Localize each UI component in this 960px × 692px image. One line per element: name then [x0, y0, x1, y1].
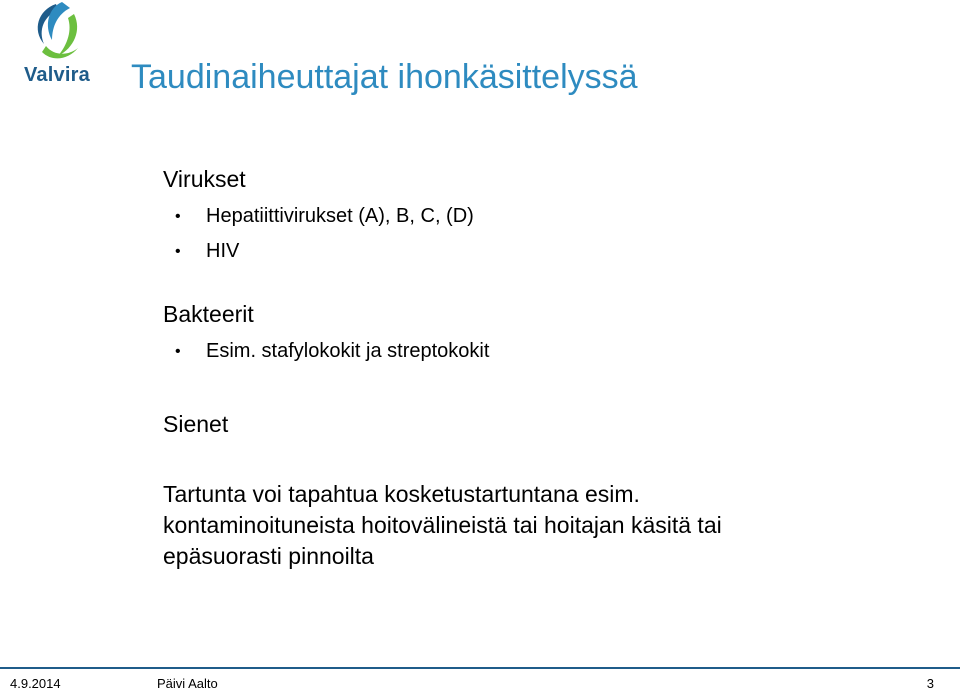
- list-item: [163, 199, 923, 234]
- bullet-icon: •: [175, 243, 181, 260]
- footer-date: 4.9.2014: [10, 676, 61, 691]
- list-item-text: Hepatiittivirukset (A), B, C, (D): [206, 205, 474, 227]
- logo-text: Valvira: [24, 64, 90, 86]
- list-item: [163, 334, 923, 369]
- bullet-list: [163, 199, 923, 269]
- list-item-text: Esim. stafylokokit ja streptokokit: [206, 340, 490, 362]
- footer-divider: [0, 667, 960, 669]
- slide-body: [163, 164, 923, 572]
- list-item: [163, 234, 923, 269]
- logo-swirl-icon: [18, 0, 98, 68]
- footer-author: Päivi Aalto: [157, 676, 218, 691]
- section-heading: Sienet: [163, 411, 229, 437]
- section-sienet: [163, 409, 923, 439]
- section-heading: Virukset: [163, 166, 246, 192]
- slide-title: Taudinaiheuttajat ihonkäsittelyssä: [131, 58, 638, 96]
- bullet-icon: •: [175, 343, 181, 360]
- section-virukset: [163, 164, 923, 269]
- bullet-list: [163, 334, 923, 369]
- list-item-text: HIV: [206, 240, 240, 262]
- page-number: 3: [926, 676, 934, 691]
- bullet-icon: •: [175, 208, 181, 225]
- transmission-paragraph: Tartunta voi tapahtua kosketustartuntana esim. kontaminoituneista hoitovälineistä tai hoitajan käsitä tai epäsuorasti pinnoilta: [163, 481, 722, 569]
- section-bakteerit: [163, 299, 923, 369]
- valvira-logo: [18, 0, 98, 96]
- section-heading: Bakteerit: [163, 301, 254, 327]
